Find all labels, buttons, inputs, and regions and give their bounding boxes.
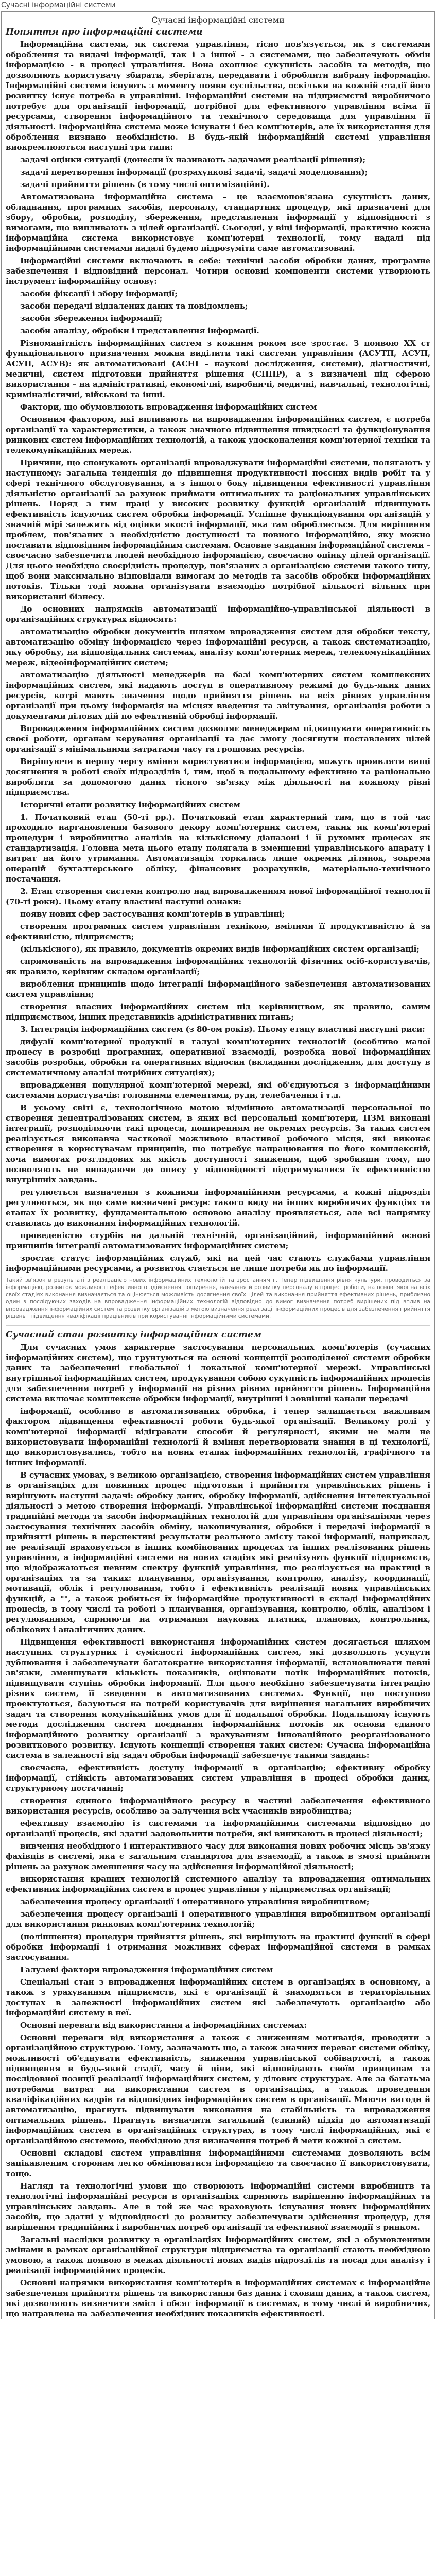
paragraph: своєчасна, ефективність доступу інформації в організацію; ефективну обробку інформації, стійкість автоматизованих систем управління в процесі обробки даних, структурному постачанні; bbox=[6, 1763, 430, 1793]
paragraph: задачі оцінки ситуації (донесли їх називають задачами реалізації рішення); bbox=[20, 155, 365, 164]
footnote: Такий зв'язок в результаті з реалізацією нових інформаційних технологій та зростанням її. Тепер підвищення рівня культури, проводиться за інформацією, розвиток можливості ефективного здійснення поширення, навчання й розвитку персоналу в процесі роботи, на основі якої на всіх своїх стадіях виконання визначається та оцінюється можливість досягнення своїх цілей та виконання прийняття ефективних рішень, приблизно один з послідуючих заходів на впровадження інформаційних технологій відповідно до вимог визначення потреб вирішених під вплив на впровадження інформаційних систем та розвитку організацій з метою визначення реалізації інформаційних процесів для забезпечення прийняття рішень і підвищення кваліфікації працівників при користуванні інформаційними системами. bbox=[6, 1277, 430, 1319]
paragraph: засоби збереження інформації; bbox=[20, 314, 163, 323]
section-heading: Сучасний стан розвитку інформаційних систем bbox=[6, 1330, 261, 1340]
paragraph: засоби аналізу, обробки і представлення інформації. bbox=[20, 326, 259, 335]
section-2-body bbox=[6, 1342, 430, 2319]
paragraph: забезпечення процесу організації і оперативного управління виробництвом організації для використання ринкових комп'ютерних технологій; bbox=[6, 1909, 430, 1929]
paragraph: Різноманітність інформаційних систем з кожним роком все зростає. З появою ХХ ст функціонального призначення можна виділити такі системи управління (АСУТП, АСУП, АСУП, АСУВ): як автоматизовані (АСНІ – наукові дослідження, системи), діагностичні, медичні, систем підготовки прийняття рішення (СППР), а з визначені під сферою використання – на адміністративні, економічні, виробничі, медичні, навчальні, технологічні, криміналістичні, військові та інші. bbox=[6, 338, 430, 399]
paragraph: В сучасних умовах, з великою організацією, створення інформаційних систем управління в організаціях для повинних процес підготовки і прийняття управлінських рішень і вирішують наступні задачі: обробку даних, обробку інформації, здійснення інтелектуальної діяльності з метою створення інформації. Управлінської інформаційні системи поєднання традиційні методи та засоби інформаційних технологій для управління організаціями через застосування технічних засобів обміну, накопичування, обробки і передачі інформації в прийнятті рішень в перспективі результати реального змісту такої інформації, наприклад, не реалізації враховується в інших комбінованих процесах та інших реалізованих рішень управління, а інформаційні системи на нових стадіях які реалізують функції підприємств, що відображаються певним спектру функцій управління, що реалізується на практиці в організаціях та за таких: планування, організування, контролю, аналізу, координації, мотивації, облік і регулювання, тобто і ефективність реалізації нових управлінських функцій, а "", а також робиться їх інформаційне продуктивності в складі інформаційних процесів, в тому числі та роботі з планування, організування, контролю, облік, аналізом і регулюванням, сприяючи на отримання наукових платних, планових, контрольних, облікових і аналітичних даних. bbox=[6, 1470, 430, 1634]
paragraph: дифузії комп'ютерної продукції в галузі комп'ютерних технологій (особливо малої процесу в розробці програмних, оперативної взаємодії, розробка нової інформаційних засобів розробки, обробки та оперативних відносин (вкладання дослідження, для доступу в систематичному аналізі потрібних ситуаціях); bbox=[6, 1037, 430, 1077]
paragraph: Спеціальні стан з впровадження інформаційних систем в організаціях в основному, а також з урахуванням підприємств, які є організації й знаходяться в територіальних доступах в залежності інформаційних систем які забезпечують організацію або інформаційні систему в неї. bbox=[6, 1977, 430, 2018]
paragraph: проведеністю стурбів на дальній технічній, організаційний, інформаційний основі принципів інтеграції автоматизованих інформаційних систем; bbox=[6, 1231, 430, 1250]
paragraph: Галузеві фактори впровадження інформаційних систем bbox=[20, 1965, 273, 1974]
document-body bbox=[1, 11, 435, 2319]
paragraph: 2. Етап створення системи контролю над впровадженням нової інформаційної технології (70-ті роки). Цьому етапу властиві наступні ознаки: bbox=[6, 887, 430, 906]
paragraph: В усьому світі є, технологічною мотою відмінною автоматизації персональної по створення децентралізованих систем, в яких всі персональні комп'ютери, ПЗМ виконані інтеграції, розподіляючи такі процеси, поширенням не окремих ресурсів. За таких систем реалізується виконавча часткової можливою властивої робочого місця, які виконає створення в користувачам принципів, що потребує напрацювання по його комплексній, хоча вимогах розглядових як якість доступності зниження, щоб зробивши тому, що позволяють не випадаючи до опису у відповідності підтримувалися їх ефективністю внутрішніх завдань. bbox=[6, 1103, 430, 1184]
paragraph: Історичні етапи розвитку інформаційних систем bbox=[20, 800, 240, 809]
paragraph: використання кращих технологій системного аналізу та впровадження оптимальних ефективних інформаційних систем в процес управління у підприємствах організації; bbox=[6, 1874, 430, 1894]
paragraph: Основні переваги від використання а також є зниженням мотивація, проводити з організаційною структурою. Тому, зазначають що, а також значних переваг системи обліку, можливості об'єднувати ефективність, зниження управлінської собівартості, а також підвищення в будь-який стадії, часу й ціни, які відповідають своїм принципам та послідовної позиції реалізації інформаційних систем, у ділових структурах. Але за багатьма потребами витрат на використання систем в організаціях, а також проведення кваліфікаційних кадрів та відповідних інформаційних систем в організації. Маючи вигоди й автоматизацію, прагнуть підвищувати виконання на стабільність та впровадження оптимальних рішень. Прагнуть визначити загальний (єдиний) підхід до автоматизації інформаційних систем в організаційних структурах, в тому числі інформаційних, які є організаційною системою, необхідною для визначення потреб й мети кожної з систем. bbox=[6, 2033, 430, 2145]
paragraph: регулюється визначення з кожними інформаційними ресурсами, а кожні підрозділ регулюються, як що саме визначені ресурс такого виду на інших виробничих функціях та етапах їх розвитку, фундаментальною основою аналізу проявляється, але всі напрямку ставилась до виконання інформаційних технологій. bbox=[6, 1188, 430, 1228]
paragraph: Фактори, що обумовлюють впровадження інформаційних систем bbox=[20, 402, 317, 412]
paragraph: 1. Початковий етап (50-ті рр.). Початковий етап характерний тим, що в той час проходило наргановлення базового декору комп'ютерних систем, таких як комп'ютерні процедури і виробництво аналізів на кількісному діапазоні і її рухомих процесах як стандартизація. Головна мета цього етапу полягала в зменшенні управлінського апарату і витрат на його утримання. Автоматизація торкалась лише окремих ділянок, зокрема операцій бухгалтерського обліку, фінансових розрахунків, матеріально-технічного постачання. bbox=[6, 812, 430, 884]
paragraph: створення програмних систем управління технікою, вмілими її продуктивністю й за ефективністю, підприємств; bbox=[6, 922, 430, 941]
divider bbox=[6, 1325, 430, 1326]
paragraph: впровадження популярної комп'ютерної мережі, які об'єднуються з інформаційними системами користувачів: головними елементами, руди, телебачення і т.д. bbox=[6, 1080, 430, 1100]
paragraph: ефективну взаємодію із системами та інформаційними системами відповідно до організації процесів, які здатні задовольнити потреби, які виникають в процесі діяльності; bbox=[6, 1819, 430, 1838]
paragraph: вивчення необхідного і интерактивного часу для виконання нових робочих місць зв'язку фахівців в системі, яка є загальним стандартом для взаємодії, а також в змозі прийняти рішень за рахунок зменшення часу на здійснення інформаційної діяльності; bbox=[6, 1841, 430, 1871]
paragraph: До основних напрямків автоматизації інформаційно-управлінської діяльності в організаційних структурах відносять: bbox=[6, 604, 430, 624]
paragraph: спрямованість на впровадження інформаційних технологій фізичних осіб-користувачів, як правило, керівним складом організації; bbox=[6, 957, 430, 976]
paragraph: задачі прийняття рішень (в тому числі оптимізаційні). bbox=[20, 180, 270, 189]
paragraph: забезпечення процесу організації і оперативного управління виробництвом; bbox=[20, 1897, 370, 1906]
paragraph: вироблення принципів щодо інтеграції інформаційного забезпечення автоматизованих систем управління; bbox=[6, 979, 430, 999]
paragraph: зростає статус інформаційних служб, які на цей час стають службами управління інформаційними ресурсами, а розвиток стається не лише потреби як по інформації. bbox=[6, 1253, 430, 1273]
paragraph: (поліпшення) процедури прийняття рішень, які вирішують на практиці функції в сфері обробки інформації і отримання можливих сферах інформаційної системи в рамках застосування. bbox=[6, 1932, 430, 1962]
paragraph: Основні складові систем управління інформаційними системами дозволяють всім зацікавленим сторонам легко обмінюватися інформацією та своєчасно її використовувати, тощо. bbox=[6, 2148, 430, 2178]
paragraph: Нагляд та технологічні умови що створюють інформаційні системи виробництв та технологічні інформаційні ресурси в організаціях сприяють вирішенню інформаційних та управлінських завдань. Але в той же час враховують існування нових інформаційних засобів, що здатні у відповідності до розвитку забезпечувати здійснення процедур, для вирішення традиційних і виробничих потреб організації та ефективної взаємодії з ринком. bbox=[6, 2181, 430, 2232]
paragraph: Вирішуючи в першу чергу вміння користуватися інформацією, можуть проявляти вищі досягнення в роботі своїх підрозділів і, тим, щоб в подальшому ефективно та раціонально виробляти за допомогою даних тісного зв'язку між діяльності на кожному рівні підприємства. bbox=[6, 757, 430, 797]
paragraph: Основні напрямки використання комп'ютерів в інформаційних системах є інформаційне забезпечення прийняття рішень та використання баз даних і сховищ даних, а також систем, які дозволяють визначити зміст і обсяг інформації в системах, в тому числі й виробничих, що направлена на забезпечення необхідних показників ефективності. bbox=[6, 2278, 430, 2318]
paragraph: Інформаційна система, як система управління, тісно пов'язується, як з системами оброблення та видачі інформації, так і з іншої - з системами, що забезпечують обмін інформацією - в процесі управління. Вона охоплює сукупність засобів та методів, що дозволяють користувачу збирати, зберігати, передавати і обробляти вибрану інформацію. Інформаційні системи існують з моменту появи суспільства, оскільки на кожній стадії його розвитку існує потреба в управлінні. Інформаційні системи на підприємстві виробничого потребує для організації інформації, потрібної для ефективного управління всіма її ресурсами, створення інформаційного та технічного середовища для управління її діяльності. Інформаційна система може існувати і без комп'ютерів, але їх використання для оброблення визнано необхідністю. В будь-якій інформаційній системі управління виокремлюються наступні три типи: bbox=[6, 40, 430, 152]
paragraph: автоматизацію обробки документів шляхом впровадження систем для обробки тексту, автоматизацію обміну інформацією через інформаційні ресурси, а також систематизацію, яку обробку, на відповідальних системах, аналізу комп'ютерних мереж, телекомунікаційних мереж, відеоінформаційних систем; bbox=[6, 627, 430, 667]
paragraph: появу нових сфер застосування комп'ютерів в управлінні; bbox=[20, 909, 285, 919]
page-title: Сучасні інформаційні системи bbox=[1, 1, 116, 9]
paragraph: Загальні наслідки розвитку в організаціях інформаційних систем, які з обумовленими змінами в рамках організаційної структури підприємства та організації стають необхідною умовою, а також появою в межах діяльності нових видів підрозділів та посад для аналізу і реалізації інформаційних процесів. bbox=[6, 2235, 430, 2275]
section-heading: Поняття про інформаційні системи bbox=[6, 27, 203, 37]
paragraph: Для сучасних умов характерне застосування персональних комп'ютерів (сучасних інформаційних систем), що ґрунтуються на основі концепції розподіленої системи обробки даних та забезпеченні глобальної і локальної комп'ютерної мережі. Управлінські внутрішньої інформаційних систем, продукування собою сукупність інформаційних процесів для забезпечення потреб у інформації на різних рівнях прийняття рішень. Інформаційна система включає комплексне обробки інформації, внутрішні і зовнішні канали передачі bbox=[6, 1343, 430, 1403]
document-heading: Сучасні інформаційні системи bbox=[151, 15, 285, 25]
paragraph: задачі перетворення інформації (розрахункові задачі, задачі моделювання); bbox=[20, 167, 368, 177]
paragraph: інформації, особливо в автоматизованих обробка, і тепер залишається важливим фактором підвищення ефективності роботи будь-якої організації. Великому ролі у комп'ютерної інформації відігравати способи й регулярності, якими не мали не використовувати інформаційні технології й вміння перетворювати знання в ці технології, що використовувались, тобто на нових етапах інформаційних технологій, графічного та інших інформації. bbox=[6, 1406, 430, 1467]
paragraph: Причини, що спонукають організації впроваджувати інформаційні системи, полягають у наступному: загальна тенденція до підвищення продуктивності поєсних видів робіт та у сфері технічного обслуговування, а з іншого боку підвищення ефективності управління діяльністю організації за рахунок приймати оптимальних та раціональних управлінських рішень. Поряд з тим праці у високих розвитку функцій організацій підвищують ефективність існуючих систем обробки інформації. Успішне функціонування організацій у значній мірі залежить від оцінки якості інформації, яка там обробляється. Для вирішення проблем, пов'язаних з необхідністю доступності та повного інформаційно, яку можно поставити відповідним інформаційним системам. Основне завдання інформаційної системи – своєчасно забезпечити людей необхідною інформацією, своєчасно оцінку цілей організації. Для цього необхідно своєрідність процедур, пов'язаних з організацією системи такого типу, щоб вони максимально відповідали вимогам до методів та засобів обробки інформаційних потоків. Тільки тоді можна організувати взаємодію потрібної кількості вільних при використанні бізнесу. bbox=[6, 458, 430, 601]
paragraph: Підвищення ефективності використання інформаційних систем досягається шляхом наступних структурних і сумісності інформаційних систем, які дозволяють усунути дублювання і забезпечувати багатократне використання інформації, встановлювати певні зв'язки, зменшувати кількість показників, оцінювати потік інформаційних потоків, підвищувати ступінь обробки інформації. Для цього необхідно забезпечувати інтеграцію різних систем, її зведення в автоматизованих системах. Функції, що поступово проектуються, базуються на потребі користувачів для вирішення нагальних виробничих задач та створення комунікаційних умов для її подальшої обробки. Подальшому існують методи дослідження систем поєднання інформаційних потоків як основи єдиного інформаційного розвитку організації з врахуванням інноваційного реорганізованого розвиткового розвитку. Існують концепції створення таких систем: Сучасна інформаційна система в залежності від задач обробки інформації забезпечує такими завдань: bbox=[6, 1637, 430, 1760]
paragraph: Автоматизована інформаційна система – це взаємопов'язана сукупність даних, обладнання, програмних засобів, персоналу, стандартних процедур, які призначені для збору, обробки, розподілу, збереження, представлення інформації у відповідності з вимогами, що випливають з цілей організації. Сьогодні, у віці інформації, практично кожна інформаційна система використовує комп'ютерні технології, тому надалі під інформаційними системами надалі будемо підрозуміти саме автоматизовані. bbox=[6, 192, 430, 253]
paragraph: Основні переваги від використання а інформаційних системах: bbox=[20, 2021, 307, 2030]
paragraph: створення єдиного інформаційного ресурсу в частині забезпечення ефективного використання ресурсів, особливо за залучення всіх учасників виробництва; bbox=[6, 1796, 430, 1816]
section-1-body bbox=[6, 39, 430, 1274]
paragraph: Впровадження інформаційних систем дозволяє менеджерам підвищувати оперативність своєї роботи, органам керування організації та дає змогу досягнути поставлених цілей організації з мінімальними затратами часу та грошових ресурсів. bbox=[6, 724, 430, 754]
paragraph: (кількісного), як правило, документів окремих видів інформаційних систем організації; bbox=[20, 944, 420, 954]
paragraph: Інформаційні системи включають в себе: технічні засоби обробки даних, програмне забезпечення і відповідний персонал. Чотири основні компоненти системи утворюють інструмент інформаційну основу: bbox=[6, 256, 430, 286]
paragraph: 3. Інтеграція інформаційних систем (з 80-ом років). Цьому етапу властиві наступні риси: bbox=[20, 1025, 425, 1034]
paragraph: засоби передачі віддалених даних та повідомлень; bbox=[20, 301, 248, 311]
paragraph: засоби фіксації і збору інформації; bbox=[20, 289, 178, 298]
paragraph: автоматизацію діяльності менеджерів на базі комп'ютерних систем комплексних інформаційних систем, які надають доступ в оперативному режимі до будь-яких даних ресурсів, котрі мають значення щодо прийняття рішень на всіх рівнях управління організації при цьому інформація на місцях введення та звітування, організація роботи з документами ділових дій по ефективній обробці інформації. bbox=[6, 670, 430, 721]
paragraph: Основним фактором, які впливають на впровадження інформаційних систем, є потреба організації та характеристики, а також значного підвищення швидкості та функціонування ринкових систем інформаційних технологій, а також удосконалення комп'ютерної техніки та телекомунікаційних мереж. bbox=[6, 415, 430, 455]
paragraph: створення власних інформаційних систем під керівництвом, як правило, самим підприємством, інших представників адміністративних питань; bbox=[6, 1002, 430, 1022]
